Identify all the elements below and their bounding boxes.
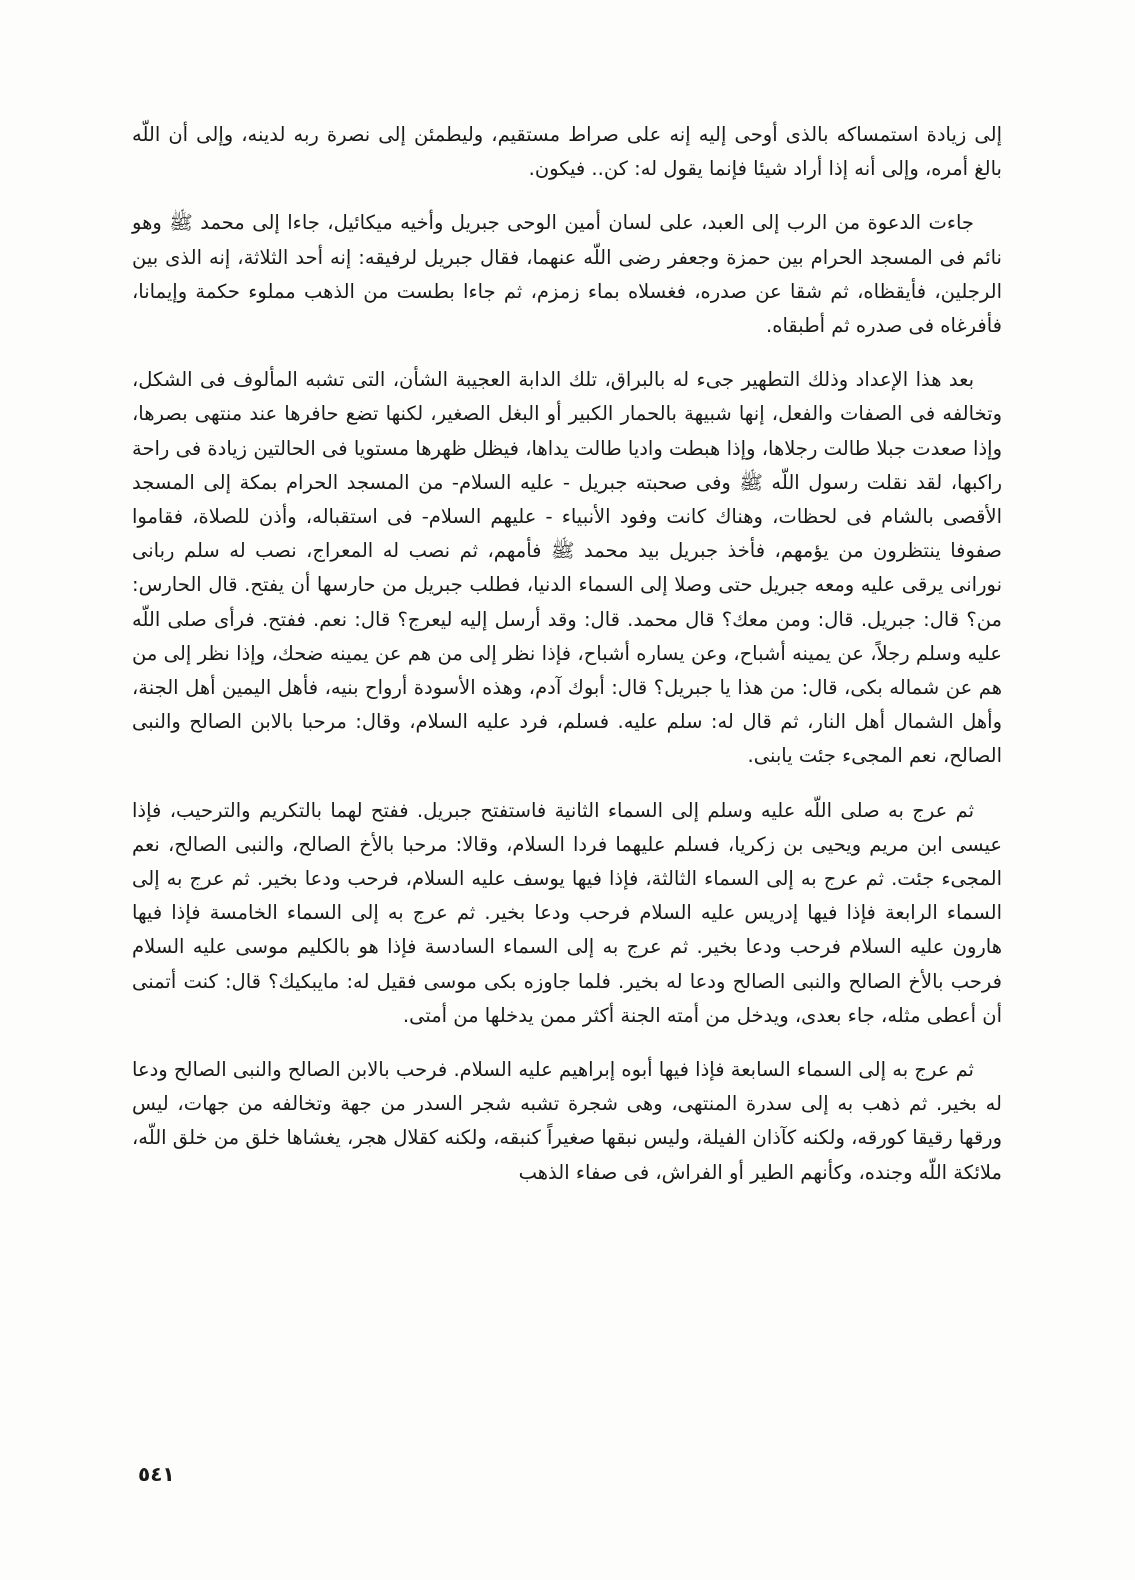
body-text [132, 118, 1002, 1210]
page-number: ٥٤١ [138, 1462, 175, 1486]
paragraph-3: بعد هذا الإعداد وذلك التطهير جىء له بالبراق، تلك الدابة العجيبة الشأن، التى تشبه المألوف فى الشكل، وتخالفه فى الصفات والفعل، إنها شبيهة بالحمار الكبير أو البغل الصغير، لكنها تضع حافرها عند منتهى بصرها، وإذا صعدت جبلا طالت رجلاها، وإذا هبطت واديا طالت يداها، فيظل ظهرها مستويا فى الحالتين زيادة فى راحة راكبها، لقد نقلت رسول اللّه ﷺ وفى صحبته جبريل - عليه السلام- من المسجد الحرام بمكة إلى المسجد الأقصى بالشام فى لحظات، وهناك كانت وفود الأنبياء - عليهم السلام- فى استقباله، وأذن للصلاة، فقاموا صفوفا ينتظرون من يؤمهم، فأخذ جبريل بيد محمد ﷺ فأمهم، ثم نصب له المعراج، نصب له سلم ربانى نورانى يرقى عليه ومعه جبريل حتى وصلا إلى السماء الدنيا، فطلب جبريل من حارسها أن يفتح. قال الحارس: من؟ قال: جبريل. قال: ومن معك؟ قال محمد. قال: وقد أرسل إليه ليعرج؟ قال: نعم. ففتح. فرأى صلى اللّه عليه وسلم رجلاً، عن يمينه أشباح، وعن يساره أشباح، فإذا نظر إلى من هم عن يمينه ضحك، وإذا نظر إلى من هم عن شماله بكى، قال: من هذا يا جبريل؟ قال: أبوك آدم، وهذه الأسودة أرواح بنيه، فأهل اليمين أهل الجنة، وأهل الشمال أهل النار، ثم قال له: سلم عليه. فسلم، فرد عليه السلام، وقال: مرحبا بالابن الصالح والنبى الصالح، نعم المجىء جئت يابنى. [132, 368, 1002, 768]
paragraph-1: إلى زيادة استمساكه بالذى أوحى إليه إنه على صراط مستقيم، وليطمئن إلى نصرة ربه لدينه، وإلى أن اللّه بالغ أمره، وإلى أنه إذا أراد شيئا فإنما يقول له: كن.. فيكون. [132, 123, 1002, 181]
paragraph-4: ثم عرج به صلى اللّه عليه وسلم إلى السماء الثانية فاستفتح جبريل. ففتح لهما بالتكريم والترحيب، فإذا عيسى ابن مريم ويحيى بن زكريا، فسلم عليهما فردا السلام، وقالا: مرحبا بالأخ الصالح، والنبى الصالح، نعم المجىء جئت. ثم عرج به إلى السماء الثالثة، فإذا فيها يوسف عليه السلام، فرحب ودعا بخير. ثم عرج به إلى السماء الرابعة فإذا فيها إدريس عليه السلام فرحب ودعا بخير. ثم عرج به إلى السماء الخامسة فإذا فيها هارون عليه السلام فرحب ودعا بخير. ثم عرج به إلى السماء السادسة فإذا هو بالكليم موسى عليه السلام فرحب بالأخ الصالح والنبى الصالح ودعا له بخير. فلما جاوزه بكى موسى فقيل له: مايبكيك؟ قال: كنت أتمنى أن أعطى مثله، جاء بعدى، ويدخل من أمته الجنة أكثر ممن يدخلها من أمتى. [132, 798, 1002, 1027]
paragraph-5: ثم عرج به إلى السماء السابعة فإذا فيها أبوه إبراهيم عليه السلام. فرحب بالابن الصالح والنبى الصالح ودعا له بخير. ثم ذهب به إلى سدرة المنتهى، وهى شجرة تشبه شجر السدر من جهة وتخالفه من جهات، ليس ورقها رقيقا كورقه، ولكنه كآذان الفيلة، وليس نبقها صغيراً كنبقه، ولكنه كقلال هجر، يغشاها خلق من خلق اللّه، ملائكة اللّه وجنده، وكأنهم الطير أو الفراش، فى صفاء الذهب [132, 1058, 1002, 1184]
paragraph-2: جاءت الدعوة من الرب إلى العبد، على لسان أمين الوحى جبريل وأخيه ميكائيل، جاءا إلى محمد ﷺ وهو نائم فى المسجد الحرام بين حمزة وجعفر رضى اللّه عنهما، فقال جبريل لرفيقه: إنه أحد الثلاثة، إنه الذى بين الرجلين، فأيقظاه، ثم شقا عن صدره، فغسلاه بماء زمزم، ثم جاءا بطست من الذهب مملوء حكمة وإيمانا، فأفرغاه فى صدره ثم أطبقاه. [132, 211, 1002, 338]
